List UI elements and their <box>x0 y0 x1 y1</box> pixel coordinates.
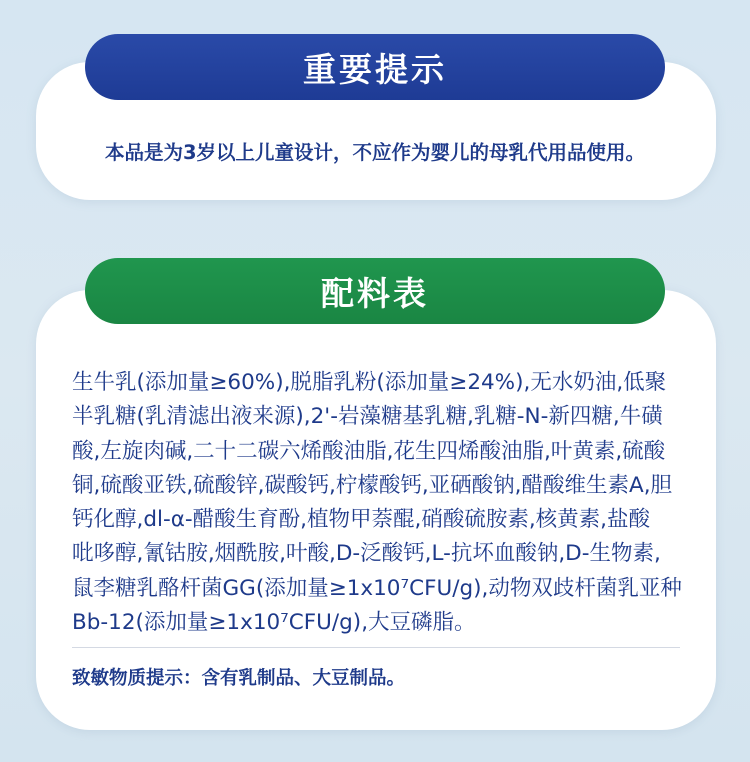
ingredients-line: 钙化醇,dl-α-醋酸生育酚,植物甲萘醌,硝酸硫胺素,核黄素,盐酸 <box>72 507 650 533</box>
ingredients-title-banner <box>85 258 665 324</box>
notice-title: 重要提示 <box>303 49 447 89</box>
allergen-note: 致敏物质提示：含有乳制品、大豆制品。 <box>72 668 406 689</box>
ingredients-line: 酸,左旋肉碱,二十二碳六烯酸油脂,花生四烯酸油脂,叶黄素,硫酸 <box>72 438 666 464</box>
notice-title-banner <box>85 34 665 100</box>
ingredients-line: Bb-12(添加量≥1x10⁷CFU/g),大豆磷脂。 <box>72 610 476 636</box>
notice-text: 本品是为3岁以上儿童设计，不应作为婴儿的母乳代用品使用。 <box>104 141 646 164</box>
ingredients-line: 鼠李糖乳酪杆菌GG(添加量≥1x10⁷CFU/g),动物双歧杆菌乳亚种 <box>72 575 682 601</box>
ingredients-line: 铜,硫酸亚铁,硫酸锌,碳酸钙,柠檬酸钙,亚硒酸钠,醋酸维生素A,胆 <box>72 472 673 498</box>
divider <box>72 647 680 648</box>
ingredients-list <box>72 366 692 640</box>
ingredients-title: 配料表 <box>321 273 429 313</box>
ingredients-line: 半乳糖(乳清滤出液来源),2'-岩藻糖基乳糖,乳糖-N-新四糖,牛磺 <box>72 404 663 430</box>
ingredients-line: 生牛乳(添加量≥60%),脱脂乳粉(添加量≥24%),无水奶油,低聚 <box>72 370 667 395</box>
ingredients-line: 吡哆醇,氰钴胺,烟酰胺,叶酸,D-泛酸钙,L-抗坏血酸钠,D-生物素, <box>72 541 661 567</box>
